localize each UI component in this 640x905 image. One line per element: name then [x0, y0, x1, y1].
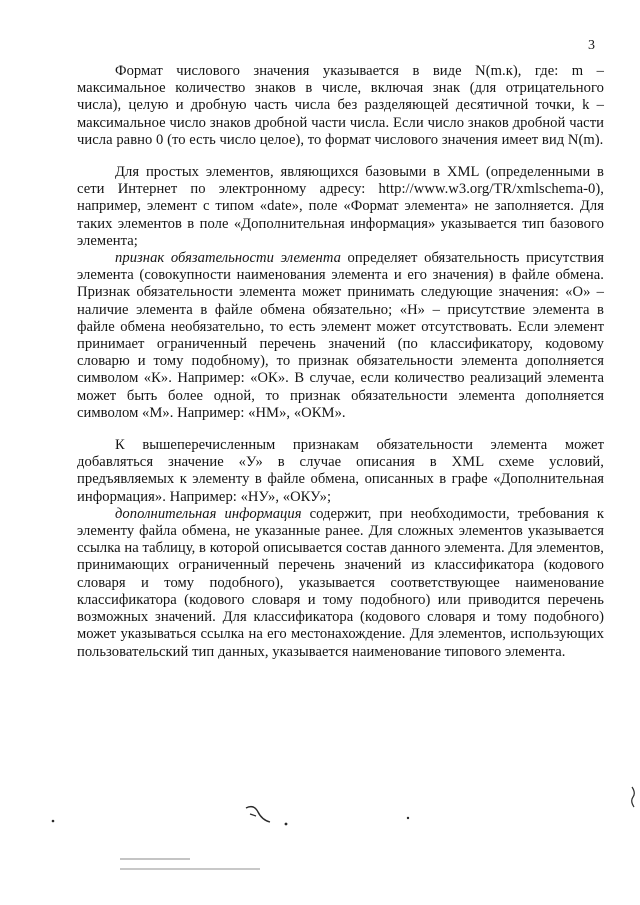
- paragraph-mandatory-flag: [77, 250, 604, 422]
- faint-scan-stamp: [120, 856, 280, 881]
- paragraph-mandatory-flag-text: определяет обязательность присутствия элемента (совокупности наименования элемента и его значения) в файле обмена. Признак обязательности элемента может принимать следующие значения: «О» – наличие элемента в файле обмена обязательно; «Н» – присутствие элемента в файле обмена необязательно, то есть элемент может отсутствовать. Если элемент принимает ограниченный перечень значений (по классификатору, кодовому словарю и тому подобному), то признак обязательности элемента дополняется символом «К». Например: «ОК». В случае, если количество реализаций элемента может быть более одной, то признак обязательности элемента дополняется символом «М». Например: «НМ», «ОКМ».: [77, 250, 604, 421]
- paragraph-condition-flag: К вышеперечисленным признакам обязательности элемента может добавляться значение «У» в случае описания в XML схеме условий, предъявляемых к элементу в файле обмена, описанных в графе «Дополнительная информация». Например: «НУ», «ОКУ»;: [77, 437, 604, 505]
- paragraph-additional-info: [77, 506, 604, 661]
- scan-artifact-mark: [240, 800, 300, 830]
- page-number: 3: [588, 38, 595, 53]
- term-additional-info: дополнительная информация: [115, 505, 302, 522]
- paragraph-number-format: Формат числового значения указывается в виде N(m.к), где: m – максимальное количество знаков в числе, включая знак (для отрицательного числа), целую и дробную часть числа без разделяющей десятичной точки, k – максимальное число знаков дробной части числа. Если число знаков дробной части числа равно 0 (то есть число целое), то формат числового значения имеет вид N(m).: [77, 63, 604, 148]
- paragraph-additional-info-text: содержит, при необходимости, требования к элементу файла обмена, не указанные ранее. Для сложных элементов указывается ссылка на таблицу, в которой описывается состав данного элемента. Для элементов, принимающих ограниченный перечень значений из классификатора (кодового словаря и тому подобного), указывается соответствующее наименование классификатора (кодового словаря и тому подобного) или приводится перечень возможных значений. Для классификатора (кодового словаря и тому подобного) может указываться ссылка на его местонахождение. Для элементов, использующих пользовательский тип данных, указывается наименование типового элемента.: [77, 505, 604, 660]
- scan-artifact-dot: [405, 815, 411, 821]
- term-mandatory-flag: признак обязательности элемента: [115, 250, 341, 267]
- paragraph-simple-elements: Для простых элементов, являющихся базовыми в XML (определенными в сети Интернет по электронному адресу: http://www.w3.org/TR/xmlschema-0), например, элемент с типом «date», поле «Формат элемента» не заполняется. Для таких элементов в поле «Дополнительная информация» указывается тип базового элемента;: [77, 164, 604, 249]
- scan-artifact-dot: [50, 818, 56, 824]
- document-body: [77, 63, 604, 661]
- scan-artifact-edge: [628, 785, 638, 809]
